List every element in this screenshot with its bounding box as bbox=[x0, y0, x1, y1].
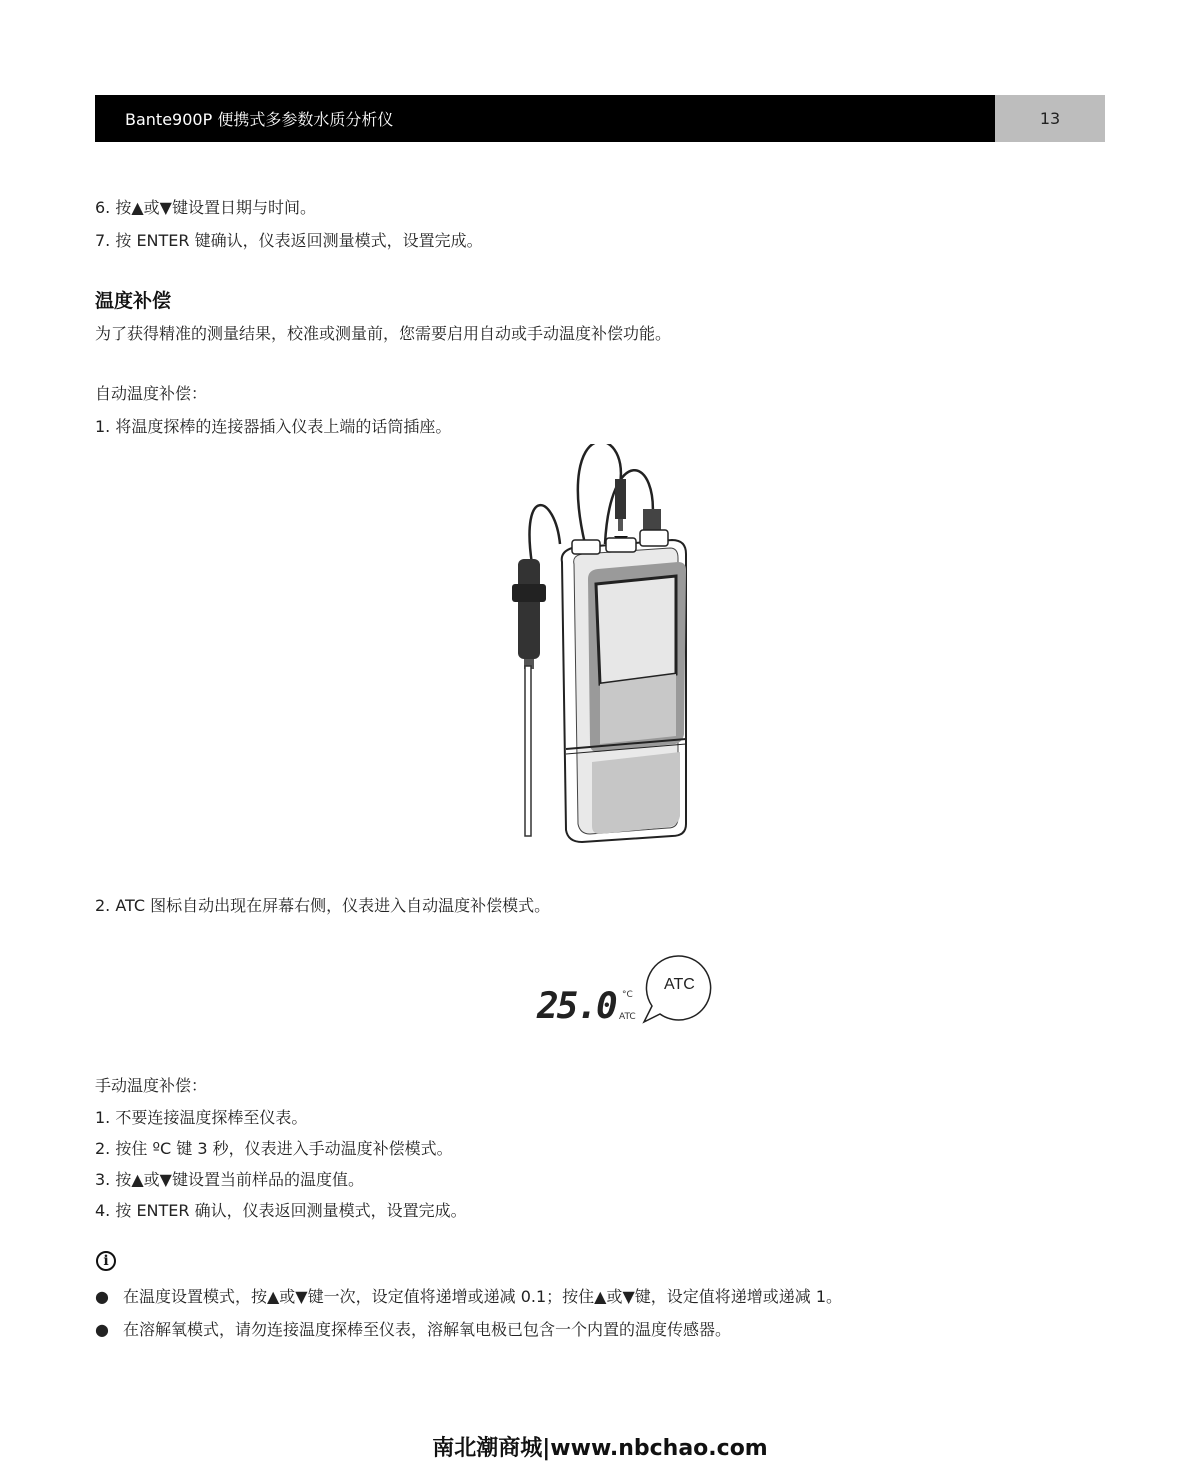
note-item bbox=[95, 1284, 842, 1307]
footer-watermark: 南北潮商城|www.nbchao.com bbox=[432, 1436, 768, 1461]
info-icon: i bbox=[96, 1251, 116, 1271]
celsius-unit: °C bbox=[622, 990, 633, 1000]
section-intro: 为了获得精准的测量结果，校准或测量前，您需要启用自动或手动温度补偿功能。 bbox=[95, 324, 672, 343]
note-item bbox=[95, 1317, 731, 1340]
step-6: 6. 按▲或▼键设置日期与时间。 bbox=[95, 198, 316, 217]
bullet-dot: ● bbox=[95, 1287, 109, 1306]
manual-step-3: 3. 按▲或▼键设置当前样品的温度值。 bbox=[95, 1170, 364, 1189]
header-title: Bante900P 便携式多参数水质分析仪 bbox=[95, 95, 995, 142]
manual-step-4: 4. 按 ENTER 确认，仪表返回测量模式，设置完成。 bbox=[95, 1201, 467, 1220]
auto-heading: 自动温度补偿： bbox=[95, 384, 208, 403]
auto-step-1: 1. 将温度探棒的连接器插入仪表上端的话筒插座。 bbox=[95, 417, 452, 436]
bullet-dot: ● bbox=[95, 1320, 109, 1339]
note-text: 在温度设置模式，按▲或▼键一次，设定值将递增或递减 0.1；按住▲或▼键，设定值将递增或递减 1。 bbox=[123, 1287, 843, 1306]
lcd-display-example bbox=[530, 950, 730, 1030]
auto-step-2: 2. ATC 图标自动出现在屏幕右侧，仪表进入自动温度补偿模式。 bbox=[95, 896, 551, 915]
temperature-reading: 25.0 bbox=[537, 986, 616, 1027]
bubble-label: ATC bbox=[664, 976, 695, 993]
meter-probe-illustration bbox=[500, 444, 700, 844]
atc-indicator: ATC bbox=[619, 1012, 636, 1022]
manual-step-2: 2. 按住 ºC 键 3 秒，仪表进入手动温度补偿模式。 bbox=[95, 1139, 453, 1158]
manual-heading: 手动温度补偿： bbox=[95, 1076, 208, 1095]
step-7: 7. 按 ENTER 键确认，仪表返回测量模式，设置完成。 bbox=[95, 231, 483, 250]
page-number: 13 bbox=[995, 95, 1105, 142]
note-text: 在溶解氧模式，请勿连接温度探棒至仪表，溶解氧电极已包含一个内置的温度传感器。 bbox=[123, 1320, 732, 1339]
section-title: 温度补偿 bbox=[95, 290, 172, 312]
manual-step-1: 1. 不要连接温度探棒至仪表。 bbox=[95, 1108, 308, 1127]
page-header bbox=[95, 95, 1105, 142]
